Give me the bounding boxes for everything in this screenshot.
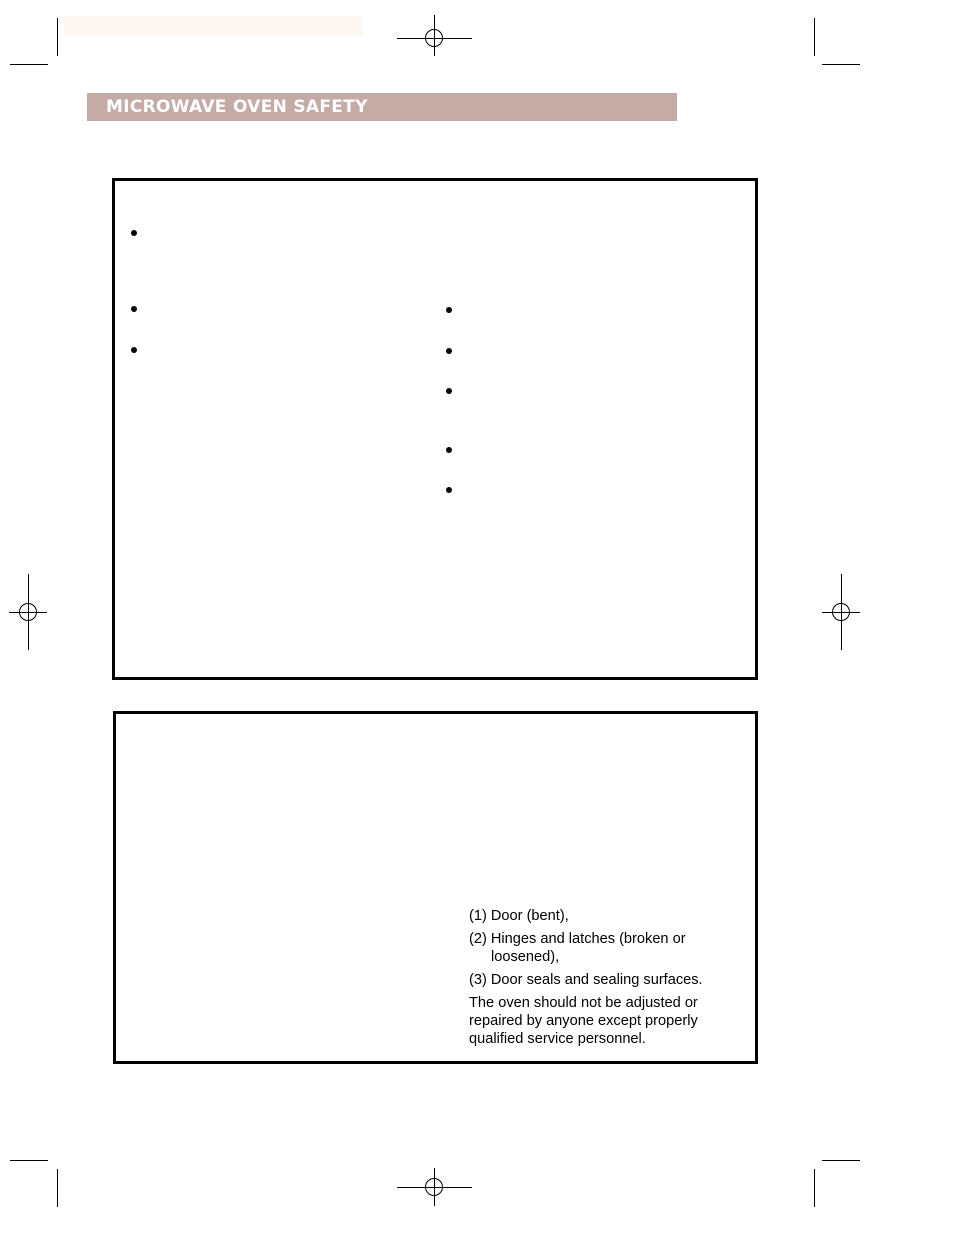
corner-tint <box>64 16 362 36</box>
door-check-text: (1) Door (bent), <box>469 908 569 924</box>
door-check-list <box>469 907 739 1048</box>
crop-mark <box>822 64 860 65</box>
registration-target-icon <box>425 1178 443 1196</box>
crop-mark <box>814 1169 815 1207</box>
bullet-icon <box>446 447 452 453</box>
crop-mark <box>814 18 815 56</box>
door-check-text: (3) Door seals and sealing surfaces. <box>469 972 703 988</box>
door-check-continuation: loosened), <box>491 949 560 965</box>
service-note: The oven should not be adjusted or repaired by anyone except properly qualified service personnel. <box>469 995 698 1047</box>
crop-mark <box>822 1160 860 1161</box>
registration-target-icon <box>425 29 443 47</box>
list-item <box>469 930 739 966</box>
crop-mark <box>10 1160 48 1161</box>
list-item <box>469 907 739 925</box>
crop-mark <box>57 18 58 56</box>
door-check-text: (2) Hinges and latches (broken or <box>469 931 686 947</box>
bullet-icon <box>131 230 137 236</box>
registration-target-icon <box>19 603 37 621</box>
section-title: MICROWAVE OVEN SAFETY <box>106 97 368 117</box>
crop-mark <box>10 64 48 65</box>
bullet-icon <box>446 388 452 394</box>
bullet-icon <box>446 487 452 493</box>
safety-precautions-panel <box>112 178 758 680</box>
bullet-icon <box>131 306 137 312</box>
crop-mark <box>57 1169 58 1207</box>
list-item <box>469 971 739 989</box>
section-header <box>87 93 677 121</box>
bullet-icon <box>446 307 452 313</box>
registration-target-icon <box>832 603 850 621</box>
bullet-icon <box>131 347 137 353</box>
bullet-icon <box>446 348 452 354</box>
